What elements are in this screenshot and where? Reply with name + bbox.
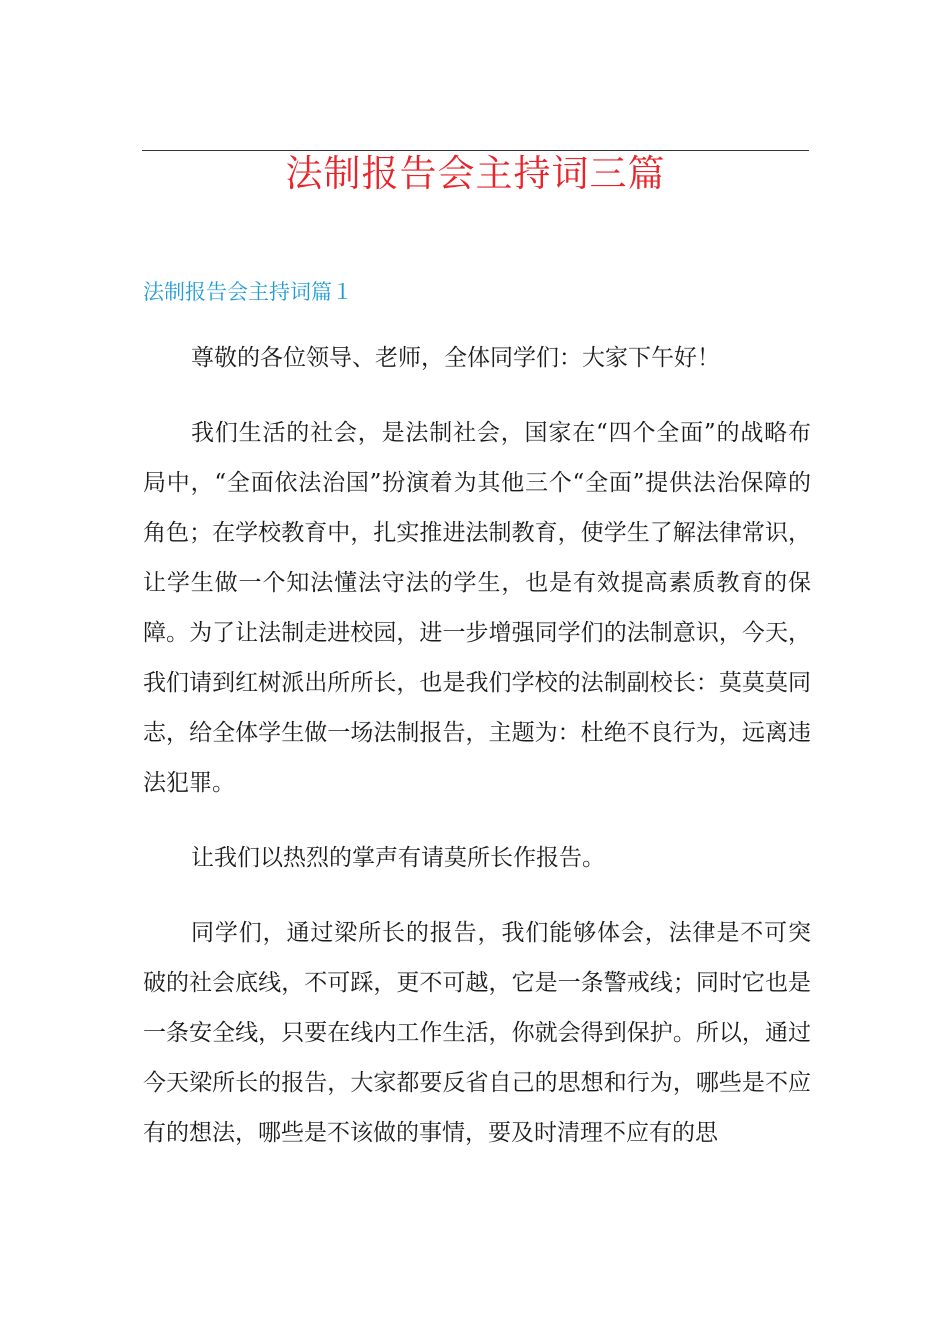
document-title: 法制报告会主持词三篇 xyxy=(285,152,666,195)
section-heading: 法制报告会主持词篇１ xyxy=(143,280,353,304)
body-text xyxy=(143,333,811,1183)
paragraph-summary: 同学们，通过梁所长的报告，我们能够体会，法律是不可突破的社会底线，不可踩，更不可越，它是一条警戒线；同时它也是一条安全线，只要在线内工作生活，你就会得到保护。所以，通过今天梁所长的报告，大家都要反省自己的思想和行为，哪些是不应有的想法，哪些是不该做的事情，要及时清理不应有的思 xyxy=(143,920,811,1146)
paragraph-invitation: 让我们以热烈的掌声有请莫所长作报告。 xyxy=(191,845,605,871)
paragraph-greeting: 尊敬的各位领导、老师，全体同学们：大家下午好！ xyxy=(191,345,720,371)
paragraph-introduction: 我们生活的社会，是法制社会，国家在“四个全面”的战略布局中，“全面依法治国”扮演着为其他三个“全面”提供法治保障的角色；在学校教育中，扎实推进法制教育，使学生了解法律常识，让学生做一个知法懂法守法的学生，也是有效提高素质教育的保障。为了让法制走进校园，进一步增强同学们的法制意识，今天，我们请到红树派出所所长，也是我们学校的法制副校长：莫莫莫同志，给全体学生做一场法制报告，主题为：杜绝不良行为，远离违法犯罪。 xyxy=(143,420,811,796)
